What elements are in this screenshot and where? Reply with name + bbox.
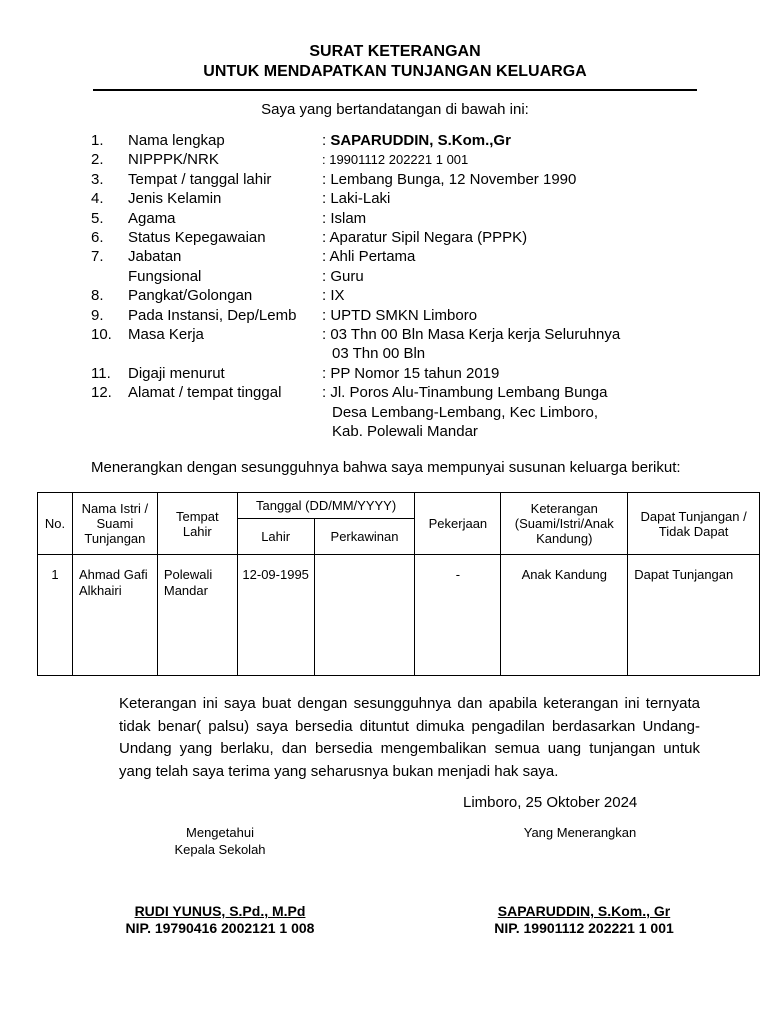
info-value: : 19901112 202221 1 001 <box>322 152 469 168</box>
info-value: : PP Nomor 15 tahun 2019 <box>322 364 500 382</box>
info-row <box>0 267 768 287</box>
info-row <box>0 344 768 364</box>
info-value: : UPTD SMKN Limboro <box>322 306 478 324</box>
info-row <box>0 247 768 267</box>
document-subtitle: UNTUK MENDAPATKAN TUNJANGAN KELUARGA <box>203 63 587 80</box>
info-value: : Islam <box>322 209 367 227</box>
cell-nama: Ahmad Gafi Alkhairi <box>72 555 157 676</box>
info-label: Jenis Kelamin <box>128 190 222 208</box>
left-signature-role: Mengetahui <box>186 825 254 840</box>
info-label: Tempat / tanggal lahir <box>128 170 272 188</box>
cell-tanggal-lahir: 12-09-1995 <box>237 555 314 676</box>
info-row <box>0 286 768 306</box>
info-label: Digaji menurut <box>128 364 225 382</box>
info-row <box>0 228 768 248</box>
header-pekerjaan: Pekerjaan <box>415 493 501 555</box>
info-label: Nama lengkap <box>128 132 225 149</box>
right-signer-nip: NIP. 19901112 202221 1 001 <box>494 920 674 936</box>
info-value: Desa Lembang-Lembang, Kec Limboro, <box>332 403 598 421</box>
info-value: : Laki-Laki <box>322 190 391 208</box>
left-signature-title: Kepala Sekolah <box>174 842 266 857</box>
info-value: : IX <box>322 287 345 305</box>
info-row <box>0 383 768 403</box>
info-number: 4. <box>91 190 104 208</box>
left-signer-name-block <box>90 903 350 920</box>
cell-tempat-lahir: Polewali Mandar <box>157 555 237 676</box>
header-keterangan: Keterangan (Suami/Istri/Anak Kandung) <box>501 493 628 555</box>
info-number: 12. <box>91 384 112 402</box>
info-number: 9. <box>91 306 104 324</box>
header-perkawinan: Perkawinan <box>314 519 415 555</box>
info-number: 8. <box>91 287 104 305</box>
info-label: Fungsional <box>128 267 202 285</box>
info-number: 1. <box>91 132 104 149</box>
info-row <box>0 422 768 442</box>
info-number: 3. <box>91 170 104 188</box>
info-value: Kab. Polewali Mandar <box>332 423 478 440</box>
left-signer-nip: NIP. 19790416 2002121 1 008 <box>125 920 315 936</box>
title-divider <box>93 89 697 91</box>
info-label: Pangkat/Golongan <box>128 287 253 305</box>
header-tempat-lahir: Tempat Lahir <box>157 493 237 555</box>
info-label: NIPPPK/NRK <box>128 151 219 169</box>
info-number: 7. <box>91 248 104 266</box>
info-row <box>0 131 768 151</box>
info-number: 6. <box>91 229 104 246</box>
header-dapat-tunjangan: Dapat Tunjangan / Tidak Dapat <box>628 493 760 555</box>
info-row <box>0 403 768 423</box>
right-signature-role: Yang Menerangkan <box>523 825 637 840</box>
family-table <box>37 492 760 676</box>
info-label: Masa Kerja <box>128 326 204 343</box>
cell-perkawinan <box>314 555 415 676</box>
info-value: : SAPARUDDIN, S.Kom.,Gr <box>322 132 511 149</box>
header-no: No. <box>38 493 73 555</box>
info-value: : 03 Thn 00 Bln Masa Kerja kerja Seluruhnya <box>322 326 621 343</box>
info-row <box>0 189 768 209</box>
info-value: : Lembang Bunga, 12 November 1990 <box>322 170 577 188</box>
info-value: 03 Thn 00 Bln <box>332 345 426 363</box>
info-label: Pada Instansi, Dep/Lemb <box>128 306 297 324</box>
intro-text: Saya yang bertandatangan di bawah ini: <box>261 101 529 118</box>
info-row <box>0 364 768 384</box>
info-row <box>0 170 768 190</box>
cell-keterangan: Anak Kandung <box>501 555 628 676</box>
right-signer-name: SAPARUDDIN, S.Kom., Gr <box>497 903 671 919</box>
right-signer-name-block <box>454 903 714 920</box>
info-value: : Aparatur Sipil Negara (PPPK) <box>322 229 528 246</box>
cell-no: 1 <box>38 555 73 676</box>
left-signer-name: RUDI YUNUS, S.Pd., M.Pd <box>134 903 306 919</box>
info-number: 5. <box>91 209 104 227</box>
statement-paragraph: Keterangan ini saya buat dengan sesungguhnya dan apabila keterangan ini ternyata tidak benar( palsu) saya bersedia dituntut dimuka pengadilan berdasarkan Undang-Undang yang berlaku, dan bersedia mengembalikan semua uang tunjangan untuk yang telah saya terima yang seharusnya bukan menjadi hak saya. <box>119 695 700 780</box>
info-label: Status Kepegawaian <box>128 229 266 246</box>
info-value: : Jl. Poros Alu-Tinambung Lembang Bunga <box>322 384 608 402</box>
info-label: Jabatan <box>128 248 182 266</box>
info-value: : Guru <box>322 267 364 285</box>
info-label: Agama <box>128 209 176 227</box>
document-title: SURAT KETERANGAN <box>309 43 481 60</box>
info-row <box>0 306 768 326</box>
family-statement: Menerangkan dengan sesungguhnya bahwa saya mempunyai susunan keluarga berikut: <box>91 459 681 476</box>
info-row <box>0 150 768 170</box>
info-number: 2. <box>91 151 104 169</box>
cell-dapat-tunjangan: Dapat Tunjangan <box>628 555 760 676</box>
place-date: Limboro, 25 Oktober 2024 <box>463 794 638 811</box>
info-row <box>0 209 768 229</box>
info-number: 11. <box>91 364 111 382</box>
cell-pekerjaan: - <box>415 555 501 676</box>
info-row <box>0 325 768 345</box>
info-value: : Ahli Pertama <box>322 248 416 266</box>
header-lahir: Lahir <box>237 519 314 555</box>
header-tanggal: Tanggal (DD/MM/YYYY) <box>237 493 415 519</box>
table-row <box>38 555 760 676</box>
header-nama: Nama Istri / Suami Tunjangan <box>72 493 157 555</box>
info-label: Alamat / tempat tinggal <box>128 384 282 402</box>
info-number: 10. <box>91 326 112 343</box>
